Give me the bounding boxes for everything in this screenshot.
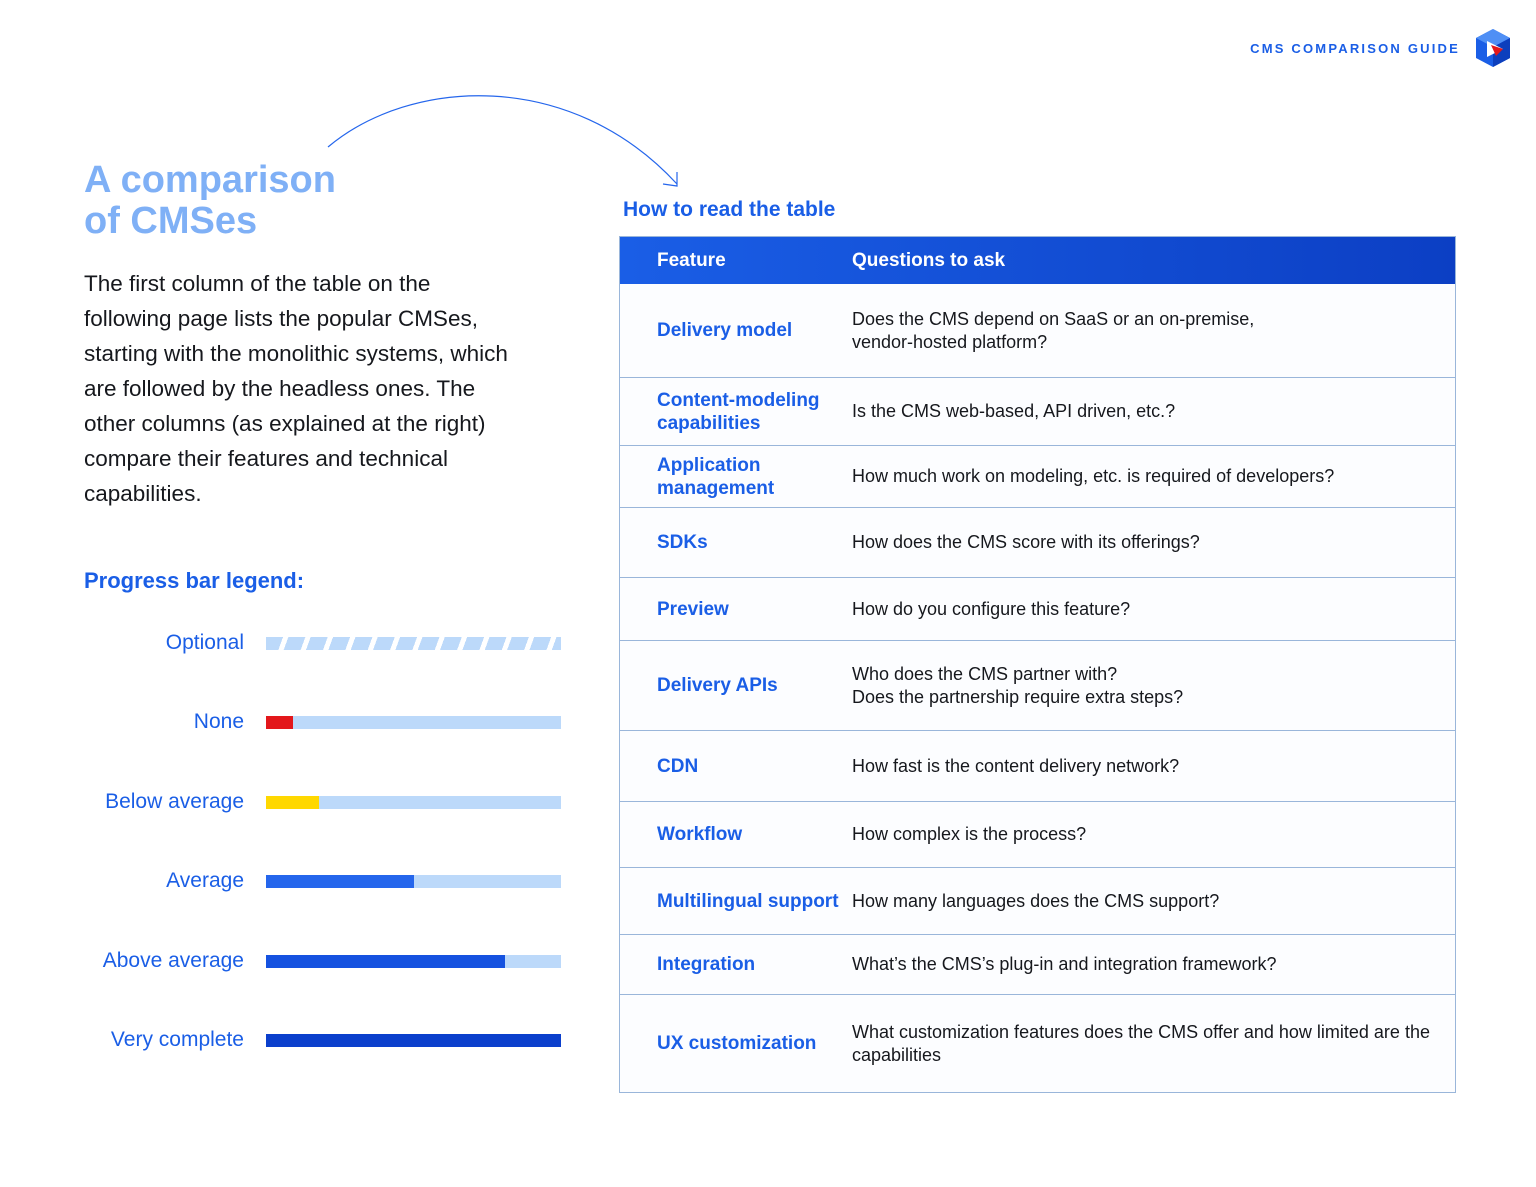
progress-bar-fill	[266, 796, 319, 809]
feature-cell: Preview	[657, 598, 729, 620]
progress-bar-very-complete	[266, 1034, 561, 1047]
legend-row-below-average	[84, 787, 564, 817]
header-feature: Feature	[657, 249, 726, 271]
brand-cube-logo-icon	[1474, 28, 1512, 68]
page-title-line-1: A comparison	[84, 159, 336, 201]
legend-title: Progress bar legend:	[84, 568, 305, 593]
intro-paragraph: The first column of the table on the following page lists the popular CMSes, starting with the monolithic systems, which are followed by the headless ones. The other columns (as explained at the right) compare their features and technical capabilities.	[84, 271, 508, 506]
feature-table	[619, 236, 1456, 1093]
feature-cell: CDN	[657, 755, 699, 777]
table-body	[620, 284, 1455, 1092]
feature-cell: Delivery model	[657, 320, 793, 341]
feature-cell: Delivery APIs	[657, 675, 778, 696]
page-title-line-2: of CMSes	[84, 200, 258, 242]
question-cell: Is the CMS web-based, API driven, etc.?	[852, 401, 1176, 421]
table-row	[620, 730, 1455, 801]
progress-bar-none	[266, 716, 561, 729]
legend-row-very-complete	[84, 1025, 564, 1055]
question-cell: Who does the CMS partner with? Does the partnership require extra steps?	[852, 663, 1184, 707]
legend-row-none	[84, 707, 564, 737]
feature-cell: Application management	[657, 454, 775, 499]
legend-label: Very complete	[110, 1028, 244, 1051]
progress-bar-optional	[266, 637, 561, 650]
feature-cell: UX customization	[657, 1033, 817, 1054]
table-row	[620, 640, 1455, 730]
table-row	[620, 284, 1455, 377]
progress-bar-fill	[266, 875, 414, 888]
guide-label: CMS COMPARISON GUIDE	[1250, 40, 1460, 56]
question-cell: What customization features does the CMS offer and how limited are the capabilities	[852, 1021, 1430, 1065]
feature-cell: Integration	[657, 954, 756, 975]
feature-cell: Content-modeling capabilities	[657, 389, 820, 434]
question-cell: How do you configure this feature?	[852, 598, 1131, 619]
question-cell: How does the CMS score with its offerings?	[852, 532, 1200, 552]
progress-bar-fill	[266, 955, 505, 968]
table-row	[620, 445, 1455, 507]
table-caption: How to read the table	[623, 198, 836, 221]
question-cell: How fast is the content delivery network?	[852, 755, 1180, 776]
table-header	[620, 237, 1455, 284]
legend-label: Optional	[165, 631, 244, 654]
legend-row-average	[84, 866, 564, 896]
legend-row-optional	[84, 628, 564, 658]
progress-bar-above-average	[266, 955, 561, 968]
legend-row-above-average	[84, 946, 564, 976]
progress-bar-average	[266, 875, 561, 888]
question-cell: How many languages does the CMS support?	[852, 890, 1220, 911]
table-row	[620, 801, 1455, 867]
page-title	[84, 160, 336, 242]
table-row	[620, 377, 1455, 445]
table-row	[620, 577, 1455, 640]
progress-bar-below-average	[266, 796, 561, 809]
legend-label: Average	[166, 869, 244, 892]
progress-bar-fill	[266, 1034, 561, 1047]
question-cell: Does the CMS depend on SaaS or an on-premise, vendor-hosted platform?	[852, 308, 1255, 352]
curved-arrow-icon	[320, 88, 700, 198]
legend-label: Below average	[105, 790, 244, 813]
table-row	[620, 867, 1455, 934]
table-row	[620, 994, 1455, 1092]
question-cell: How complex is the process?	[852, 824, 1087, 844]
brand-header	[1250, 28, 1512, 68]
question-cell: How much work on modeling, etc. is required of developers?	[852, 466, 1335, 486]
legend-label: Above average	[102, 949, 244, 972]
legend-label: None	[193, 710, 244, 733]
table-row	[620, 934, 1455, 994]
header-questions: Questions to ask	[852, 249, 1006, 271]
question-cell: What’s the CMS’s plug-in and integration framework?	[852, 954, 1277, 974]
table-row	[620, 507, 1455, 577]
progress-bar-fill	[266, 716, 293, 729]
feature-cell: Multilingual support	[657, 890, 839, 912]
feature-cell: Workflow	[657, 824, 743, 845]
feature-cell: SDKs	[657, 532, 708, 553]
